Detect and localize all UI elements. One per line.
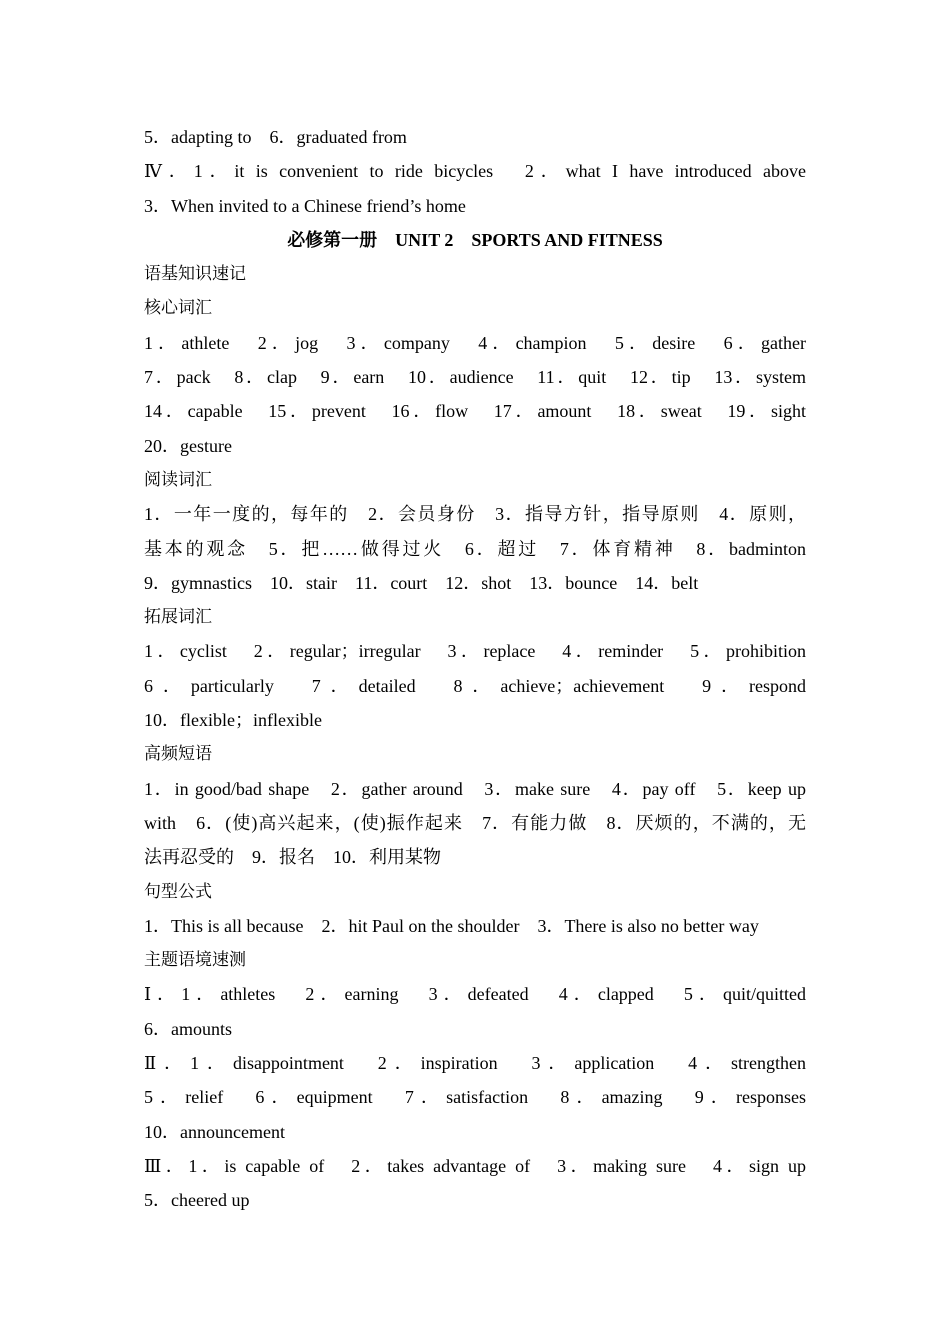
answer-line: 6．amounts [144, 1018, 232, 1039]
answer-line: 1．cyclist 2．regular；irregular 3．replace 4．reminder 5．prohibition [144, 641, 806, 662]
unit-title: 必修第一册 UNIT 2 SPORTS AND FITNESS [287, 229, 663, 250]
answer-line: with 6．(使)高兴起来，(使)振作起来 7．有能力做 8．厌烦的，不满的，无 [144, 812, 806, 833]
answer-line: 1．This is all because 2．hit Paul on the shoulder 3．There is also no better way [144, 915, 759, 936]
answer-line: 1．athlete 2．jog 3．company 4．champion 5．desire 6．gather [144, 332, 806, 353]
section-heading: 语基知识速记 [144, 264, 246, 285]
answer-line: 10．flexible；inflexible [144, 710, 322, 731]
answer-line: Ⅱ．1．disappointment 2．inspiration 3．application 4．strengthen [144, 1053, 806, 1074]
answer-page [144, 120, 806, 1218]
answer-line: 7．pack 8．clap 9．earn 10．audience 11．quit 12．tip 13．system [144, 367, 806, 388]
section-heading: 句型公式 [144, 881, 212, 902]
answer-line: 14．capable 15．prevent 16．flow 17．amount 18．sweat 19．sight [144, 401, 806, 422]
section-heading: 核心词汇 [144, 298, 212, 319]
answer-line: 20．gesture [144, 435, 232, 456]
answer-line: 1．in good/bad shape 2．gather around 3．make sure 4．pay off 5．keep up [144, 778, 806, 799]
answer-line: Ⅳ．1．it is convenient to ride bicycles 2．what I have introduced above [144, 161, 806, 182]
answer-line: 5．cheered up [144, 1190, 250, 1211]
answer-line: 法再忍受的 9．报名 10．利用某物 [144, 847, 441, 868]
answer-line: 10．announcement [144, 1121, 285, 1142]
answer-line: 3．When invited to a Chinese friend’s home [144, 195, 466, 216]
section-heading: 阅读词汇 [144, 469, 212, 490]
answer-line: 6．particularly 7．detailed 8．achieve；achievement 9．respond [144, 675, 806, 696]
section-heading: 主题语境速测 [144, 950, 246, 971]
answer-line: Ⅲ．1．is capable of 2．takes advantage of 3．making sure 4．sign up [144, 1155, 806, 1176]
answer-line: 1．一年一度的，每年的 2．会员身份 3．指导方针，指导原则 4．原则， [144, 504, 806, 525]
answer-line: Ⅰ．1．athletes 2．earning 3．defeated 4．clapped 5．quit/quitted [144, 984, 806, 1005]
section-heading: 高频短语 [144, 744, 212, 765]
answer-line: 9．gymnastics 10．stair 11．court 12．shot 13．bounce 14．belt [144, 572, 699, 593]
answer-line: 基本的观念 5．把……做得过火 6．超过 7．体育精神 8．badminton [144, 538, 806, 559]
section-heading: 拓展词汇 [144, 607, 212, 628]
answer-line: 5．adapting to 6．graduated from [144, 127, 407, 147]
answer-line: 5．relief 6．equipment 7．satisfaction 8．amazing 9．responses [144, 1087, 806, 1108]
